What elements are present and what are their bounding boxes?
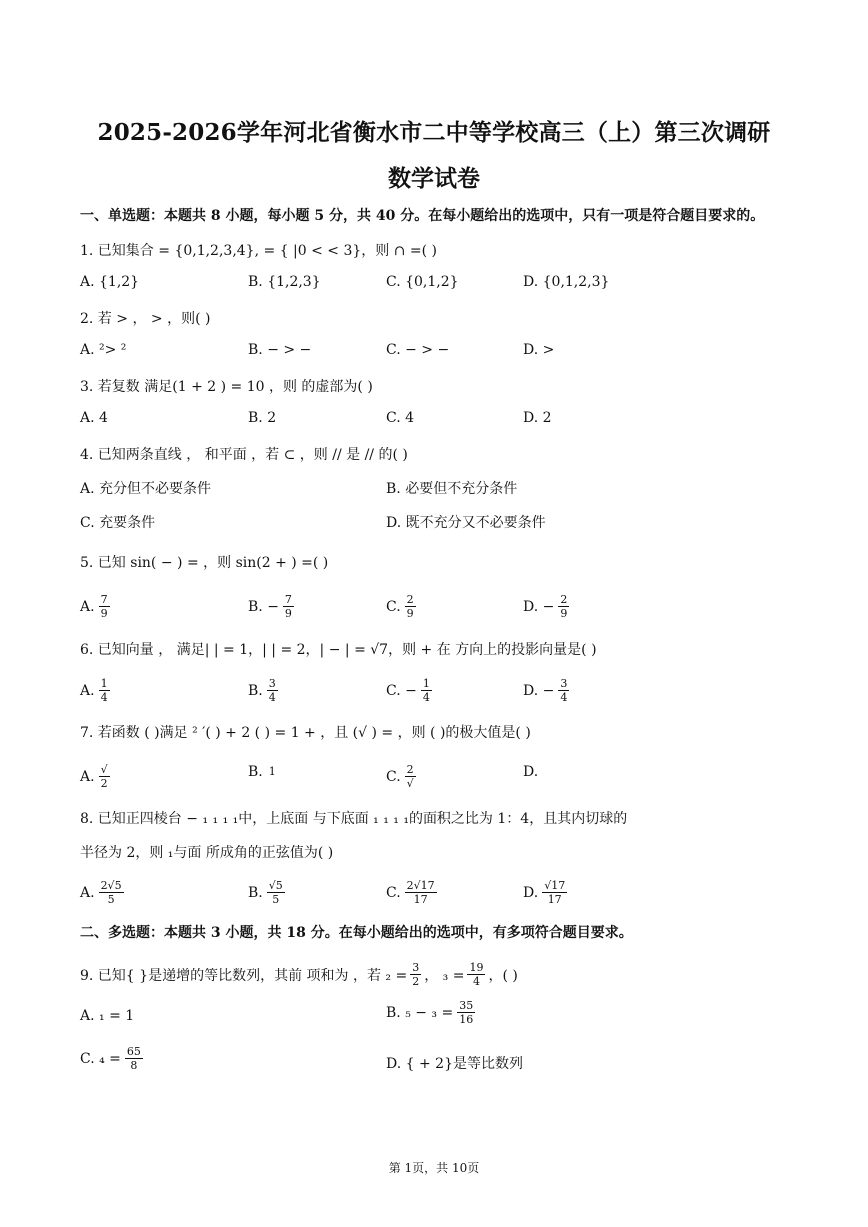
q9-a2-denominator: 2 — [412, 975, 420, 988]
q8-option-fraction — [267, 880, 285, 905]
q4-option-b: B. 必要但不充分条件 — [386, 481, 518, 497]
q5-option-label: C. — [386, 598, 401, 615]
q9-stem-mid: ， ₃ = — [424, 967, 465, 984]
q6-option-a — [80, 678, 110, 703]
q2-option-c: C. − > − — [386, 342, 450, 358]
q8-option-fraction — [405, 880, 437, 905]
q5-option-fraction — [405, 594, 416, 619]
question-3: 3. 若复数 满足(1 + 2 ) = 10 ，则 的虚部为( ) — [80, 379, 373, 395]
fraction-denominator: 9 — [406, 607, 414, 620]
fraction-denominator: 4 — [422, 691, 430, 704]
q1-option-d: D. {0,1,2,3} — [523, 274, 610, 290]
q8-option-c — [386, 880, 437, 905]
q6-option-fraction — [558, 678, 569, 703]
q8-option-d — [523, 880, 567, 905]
question-7: 7. 若函数 ( )满足 ² ′( ) + 2 ( ) = 1 + ，且 (√ ) = ，则 ( )的极大值是( ) — [80, 725, 531, 741]
fraction-denominator: √ — [406, 777, 414, 790]
q9-option-c-denominator: 8 — [130, 1059, 138, 1072]
fraction-numerator: 2 — [406, 593, 414, 606]
q6-option-d — [523, 678, 569, 703]
fraction-numerator: 7 — [284, 593, 292, 606]
fraction-numerator: 7 — [100, 593, 108, 606]
q9-option-d: D. { + 2}是等比数列 — [386, 1056, 523, 1072]
fraction-numerator: 1 — [100, 677, 108, 690]
fraction-numerator: 2 — [560, 593, 568, 606]
exam-subtitle: 数学试卷 — [388, 165, 480, 192]
q8-option-fraction — [542, 880, 567, 905]
fraction-numerator: 1 — [268, 765, 276, 778]
q4-option-d: D. 既不充分又不必要条件 — [386, 515, 546, 531]
question-8-line-2: 半径为 2，则 ₁与面 所成角的正弦值为( ) — [80, 845, 334, 861]
q7-option-label: C. — [386, 768, 401, 785]
q7-option-b — [248, 764, 278, 780]
q9-option-b — [386, 1000, 475, 1025]
q9-option-c — [80, 1046, 143, 1071]
q9-option-b-fraction — [457, 1000, 475, 1025]
q6-option-label: A. — [80, 682, 95, 699]
q9-stem-tail: ，( ) — [488, 967, 518, 984]
question-8-line-1: 8. 已知正四棱台 − ₁ ₁ ₁ ₁中，上底面 与下底面 ₁ ₁ ₁ ₁的面积之比为 1：4，且其内切球的 — [80, 811, 628, 827]
fraction-denominator: 5 — [272, 893, 280, 906]
q5-option-fraction — [283, 594, 294, 619]
q9-option-b-text: B. ₅ − ₃ = — [386, 1004, 454, 1021]
q4-option-a: A. 充分但不必要条件 — [80, 481, 212, 497]
fraction-denominator: 5 — [107, 893, 115, 906]
fraction-denominator: 17 — [413, 893, 428, 906]
fraction-numerator: 2√17 — [406, 879, 435, 892]
q9-s3-denominator: 4 — [472, 975, 480, 988]
page-footer: 第 1页，共 10页 — [388, 1161, 480, 1175]
fraction-numerator: √17 — [544, 879, 566, 892]
q5-option-label: A. — [80, 598, 95, 615]
q9-stem-start: 9. 已知{ }是递增的等比数列，其前 项和为 ，若 ₂ = — [80, 967, 408, 984]
q9-option-a: A. ₁ = 1 — [80, 1008, 135, 1024]
section-heading-multi: 二、多选题：本题共 3 小题，共 18 分。在每小题给出的选项中，有多项符合题目要求。 — [80, 925, 633, 941]
q7-option-fraction — [99, 764, 110, 789]
q7-option-label: D. — [523, 764, 539, 780]
exam-title: 2025-2026学年河北省衡水市二中等学校高三（上）第三次调研 — [97, 119, 771, 146]
q4-option-c: C. 充要条件 — [80, 515, 156, 531]
q6-option-fraction — [267, 678, 278, 703]
q5-option-fraction — [558, 594, 569, 619]
question-4: 4. 已知两条直线 ， 和平面 ，若 ⊂ ，则 // 是 // 的( ) — [80, 447, 408, 463]
fraction-numerator: √5 — [268, 879, 283, 892]
q7-option-c — [386, 764, 416, 789]
q3-option-d: D. 2 — [523, 410, 552, 426]
q9-option-c-numerator: 65 — [126, 1045, 141, 1058]
question-2: 2. 若 > ， > ，则( ) — [80, 311, 211, 327]
fraction-denominator: 9 — [284, 607, 292, 620]
fraction-numerator: √ — [100, 763, 108, 776]
q8-option-label: C. — [386, 884, 401, 901]
q8-option-label: A. — [80, 884, 95, 901]
q1-option-b: B. {1,2,3} — [248, 274, 321, 290]
question-6: 6. 已知向量 ， 满足| | = 1，| | = 2，| − | = √7，则 + 在 方向上的投影向量是( ) — [80, 642, 597, 658]
q7-option-label: A. — [80, 768, 95, 785]
fraction-numerator: 2 — [406, 763, 414, 776]
q9-option-c-text: C. ₄ = — [80, 1050, 121, 1067]
fraction-denominator: 2 — [100, 777, 108, 790]
q8-option-a — [80, 880, 124, 905]
q1-option-c: C. {0,1,2} — [386, 274, 459, 290]
q8-option-label: B. — [248, 884, 263, 901]
q9-option-b-denominator: 16 — [459, 1013, 474, 1026]
q9-fraction-a2 — [410, 962, 421, 987]
q5-option-fraction — [99, 594, 110, 619]
q7-option-label: B. — [248, 764, 263, 780]
q1-option-a: A. {1,2} — [80, 274, 140, 290]
q5-option-label: B. − — [248, 598, 279, 615]
q5-option-c — [386, 594, 416, 619]
fraction-numerator: 1 — [422, 677, 430, 690]
q7-option-fraction — [267, 766, 278, 778]
q9-option-b-numerator: 35 — [459, 999, 474, 1012]
q8-option-label: D. — [523, 884, 539, 901]
q3-option-b: B. 2 — [248, 410, 277, 426]
q9-fraction-s3 — [467, 962, 485, 987]
section-heading-single: 一、单选题：本题共 8 小题，每小题 5 分，共 40 分。在每小题给出的选项中，只有一项是符合题目要求的。 — [80, 208, 765, 224]
q6-option-label: C. − — [386, 682, 417, 699]
q6-option-fraction — [99, 678, 110, 703]
fraction-denominator: 17 — [547, 893, 562, 906]
q5-option-a — [80, 594, 110, 619]
q2-option-a: A. ²> ² — [80, 342, 127, 358]
q5-option-b — [248, 594, 294, 619]
fraction-denominator: 4 — [560, 691, 568, 704]
q9-s3-numerator: 19 — [469, 961, 484, 974]
q7-option-fraction — [405, 764, 416, 789]
fraction-denominator: 4 — [100, 691, 108, 704]
q3-option-a: A. 4 — [80, 410, 108, 426]
fraction-denominator: 9 — [100, 607, 108, 620]
q6-option-c — [386, 678, 432, 703]
q7-option-d — [523, 764, 538, 780]
q3-option-c: C. 4 — [386, 410, 415, 426]
q5-option-label: D. − — [523, 598, 555, 615]
fraction-numerator: 3 — [268, 677, 276, 690]
q6-option-b — [248, 678, 278, 703]
question-5: 5. 已知 sin( − ) = ，则 sin(2 + ) =( ) — [80, 555, 329, 571]
q8-option-fraction — [99, 880, 124, 905]
question-1: 1. 已知集合 = {0,1,2,3,4}, = { |0 < < 3}，则 ∩ =( ) — [80, 243, 438, 259]
q2-option-b: B. − > − — [248, 342, 312, 358]
q2-option-d: D. > — [523, 342, 555, 358]
q6-option-fraction — [421, 678, 432, 703]
q7-option-a — [80, 764, 110, 789]
q5-option-d — [523, 594, 569, 619]
fraction-denominator: 4 — [268, 691, 276, 704]
question-9 — [80, 962, 518, 987]
fraction-numerator: 2√5 — [100, 879, 122, 892]
q6-option-label: B. — [248, 682, 263, 699]
fraction-numerator: 3 — [560, 677, 568, 690]
q9-a2-numerator: 3 — [412, 961, 420, 974]
fraction-denominator: 9 — [560, 607, 568, 620]
q6-option-label: D. − — [523, 682, 555, 699]
q8-option-b — [248, 880, 285, 905]
q9-option-c-fraction — [125, 1046, 143, 1071]
